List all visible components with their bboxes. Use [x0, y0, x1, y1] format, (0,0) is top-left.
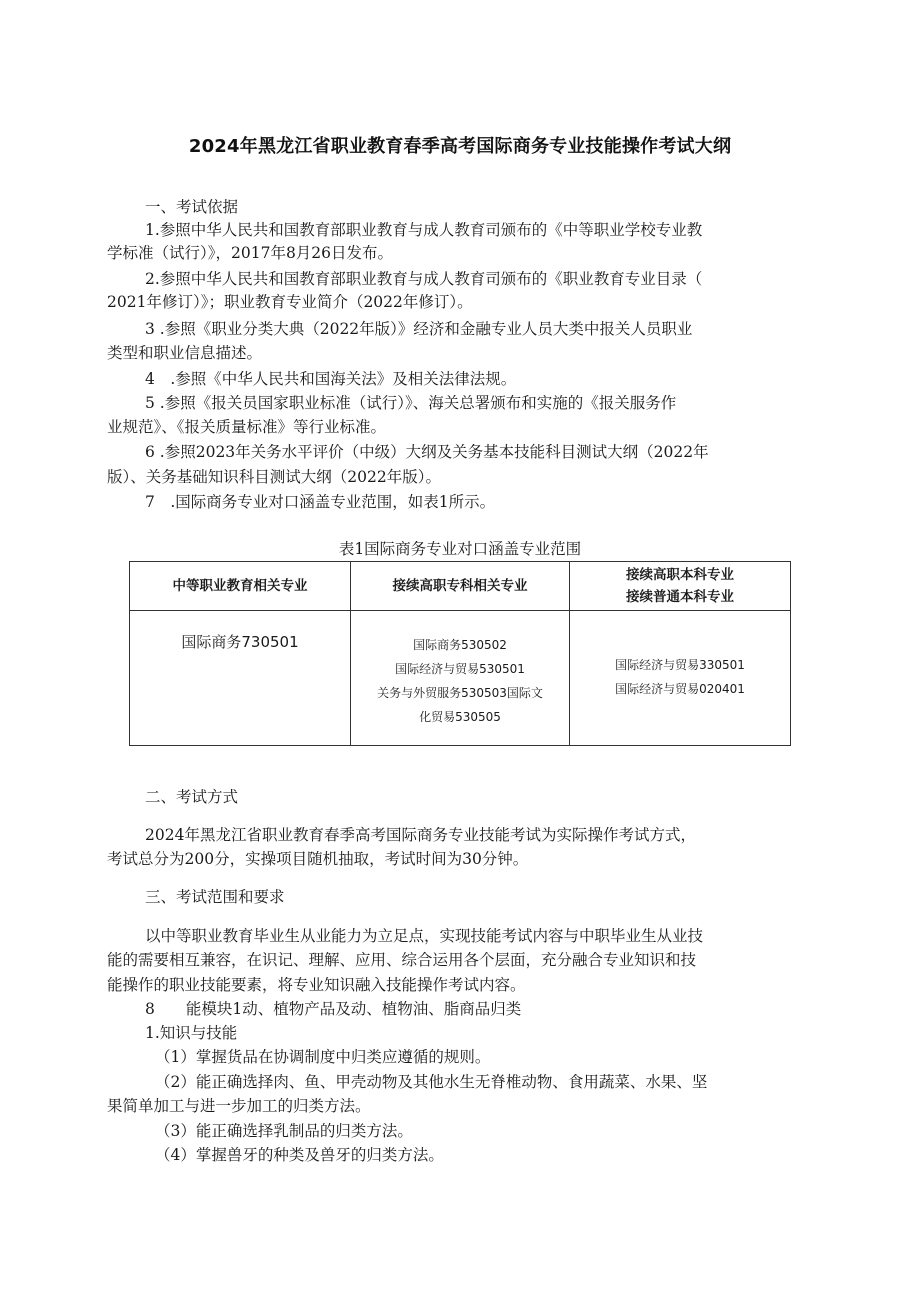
section-heading-basis: 一、考试依据 [145, 198, 239, 216]
list-item: 国际经济与贸易330501 [615, 658, 745, 672]
module-title: 8 能模块1动、植物产品及动、植物油、脂商品归类 [145, 1000, 522, 1018]
header-undergraduate [570, 562, 791, 611]
skill-item-2-line1: （2）能正确选择肉、鱼、甲壳动物及其他水生无脊椎动物、食用蔬菜、水果、坚 [155, 1073, 708, 1091]
header-vocational-undergraduate: 接续高职本科专业 [626, 567, 734, 583]
basis-item-6-line1: 6 .参照2023年关务水平评价（中级）大纲及关务基本技能科目测试大纲（2022年 [145, 443, 709, 461]
table-caption: 表1国际商务专业对口涵盖专业范围 [338, 540, 582, 558]
basis-item-1-line1: 1.参照中华人民共和国教育部职业教育与成人教育司颁布的《中等职业学校专业教 [145, 221, 703, 239]
basis-item-3-line1: 3 .参照《职业分类大典（2022年版）》经济和金融专业人员大类中报关人员职业 [145, 320, 693, 338]
basis-item-4: 4 .参照《中华人民共和国海关法》及相关法律法规。 [145, 370, 517, 388]
scope-line-2: 能的需要相互兼容，在识记、理解、应用、综合运用各个层面，充分融合专业知识和技 [107, 951, 697, 969]
list-item: 化贸易530505 [419, 710, 501, 724]
table-row [130, 611, 791, 746]
header-regular-undergraduate: 接续普通本科专业 [626, 589, 734, 605]
method-line-2: 考试总分为200分，实操项目随机抽取，考试时间为30分钟。 [107, 850, 529, 868]
basis-item-7: 7 .国际商务专业对口涵盖专业范围，如表1所示。 [145, 493, 496, 511]
header-secondary-vocational: 中等职业教育相关专业 [130, 562, 351, 611]
skill-item-2-line2: 果简单加工与进一步加工的归类方法。 [107, 1097, 371, 1115]
basis-item-1-line2: 学标准（试行）》，2017年8月26日发布。 [107, 244, 394, 262]
header-higher-vocational: 接续高职专科相关专业 [351, 562, 570, 611]
basis-item-5-line1: 5 .参照《报关员国家职业标准（试行）》、海关总署颁布和实施的《报关服务作 [145, 394, 677, 412]
list-item: 国际商务530502 [413, 638, 507, 652]
basis-item-6-line2: 版）、关务基础知识科目测试大纲（2022年版）。 [107, 468, 441, 486]
section-heading-method: 二、考试方式 [145, 788, 239, 806]
major-range-table [129, 561, 791, 746]
list-item: 关务与外贸服务530503国际文 [377, 686, 543, 700]
list-item: 国际经济与贸易020401 [615, 682, 745, 696]
method-line-1: 2024年黑龙江省职业教育春季高考国际商务专业技能考试为实际操作考试方式， [145, 826, 696, 844]
document-title: 2024年黑龙江省职业教育春季高考国际商务专业技能操作考试大纲 [188, 136, 732, 157]
cell-higher-vocational-majors [351, 611, 570, 746]
skill-item-4: （4）掌握兽牙的种类及兽牙的归类方法。 [155, 1146, 444, 1164]
basis-item-3-line2: 类型和职业信息描述。 [107, 344, 263, 362]
knowledge-skills-heading: 1.知识与技能 [145, 1024, 238, 1042]
section-heading-scope: 三、考试范围和要求 [145, 888, 285, 906]
skill-item-3: （3）能正确选择乳制品的归类方法。 [155, 1122, 413, 1140]
list-item: 国际经济与贸易530501 [395, 662, 525, 676]
basis-item-5-line2: 业规范》、《报关质量标准》等行业标准。 [107, 418, 387, 436]
scope-line-1: 以中等职业教育毕业生从业能力为立足点，实现技能考试内容与中职毕业生从业技 [145, 927, 704, 945]
basis-item-2-line2: 2021年修订）》；职业教育专业简介（2022年修订）。 [107, 293, 473, 311]
basis-item-2-line1: 2.参照中华人民共和国教育部职业教育与成人教育司颁布的《职业教育专业目录（ [145, 270, 703, 288]
cell-undergraduate-majors [570, 611, 791, 746]
table-header-row [130, 562, 791, 611]
skill-item-1: （1）掌握货品在协调制度中归类应遵循的规则。 [155, 1048, 491, 1066]
scope-line-3: 能操作的职业技能要素，将专业知识融入技能操作考试内容。 [107, 976, 526, 994]
cell-secondary-major: 国际商务730501 [130, 611, 351, 746]
